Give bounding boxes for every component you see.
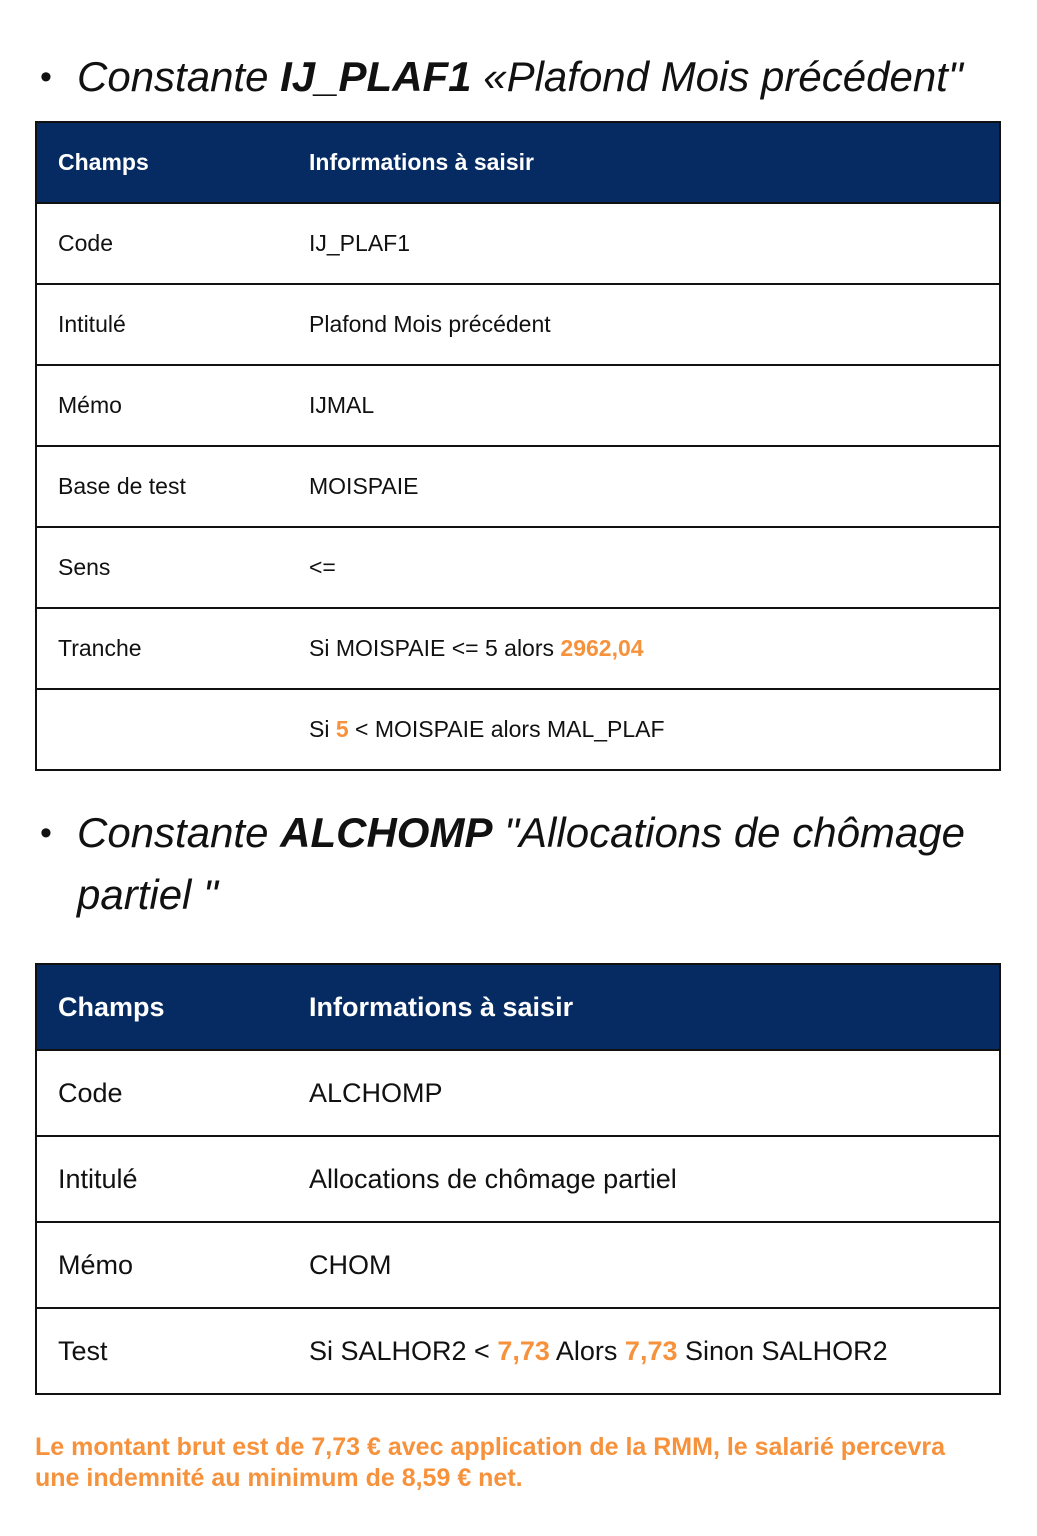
test-text: Alors — [549, 1335, 625, 1366]
table-row — [36, 1136, 1000, 1222]
tranche-text: Si MOISPAIE <= 5 alors — [309, 635, 561, 661]
ij-plaf1-table — [35, 121, 1001, 771]
field-label: Sens — [36, 527, 288, 608]
test-text: Si SALHOR2 < — [309, 1335, 498, 1366]
section-title-ij-plaf1 — [40, 46, 963, 108]
field-label: Test — [36, 1308, 288, 1394]
field-value: IJMAL — [288, 365, 1000, 446]
field-label: Tranche — [36, 608, 288, 689]
field-value: MOISPAIE — [288, 446, 1000, 527]
table-row — [36, 1222, 1000, 1308]
bullet-icon: • — [40, 814, 52, 852]
table-header-row — [36, 964, 1000, 1050]
field-label: Intitulé — [36, 1136, 288, 1222]
tranche-line-2 — [288, 689, 1000, 770]
field-label: Intitulé — [36, 284, 288, 365]
table-row — [36, 689, 1000, 770]
table-row — [36, 284, 1000, 365]
field-value: ALCHOMP — [288, 1050, 1000, 1136]
field-label: Base de test — [36, 446, 288, 527]
bullet-icon: • — [40, 58, 52, 96]
footnote-amount: Le montant brut est de 7,73 € avec application de la RMM, le salarié percevra une indemnité au minimum de 8,59 € net. — [35, 1433, 946, 1492]
title-prefix: Constante — [77, 809, 281, 856]
table-row — [36, 527, 1000, 608]
table-row — [36, 446, 1000, 527]
header-champs: Champs — [36, 122, 288, 203]
alchomp-table — [35, 963, 1001, 1395]
field-value: Allocations de chômage partiel — [288, 1136, 1000, 1222]
header-informations: Informations à saisir — [288, 122, 1000, 203]
field-value: IJ_PLAF1 — [288, 203, 1000, 284]
table-row — [36, 1050, 1000, 1136]
field-label: Code — [36, 1050, 288, 1136]
tranche-text: Si — [309, 716, 336, 742]
table-row — [36, 203, 1000, 284]
tranche-line-1 — [288, 608, 1000, 689]
field-label: Code — [36, 203, 288, 284]
table-row — [36, 1308, 1000, 1394]
tranche-threshold-highlight: 5 — [335, 716, 349, 742]
title-prefix: Constante — [77, 53, 281, 100]
table-row — [36, 608, 1000, 689]
title-suffix: "Allocations de chômage partiel " — [77, 809, 965, 918]
table-row — [36, 365, 1000, 446]
test-value-highlight: 7,73 — [624, 1335, 678, 1366]
tranche-amount-highlight: 2962,04 — [560, 635, 644, 661]
field-value: <= — [288, 527, 1000, 608]
field-value: CHOM — [288, 1222, 1000, 1308]
test-text: Sinon SALHOR2 — [677, 1335, 888, 1366]
title-code: ALCHOMP — [280, 809, 493, 856]
title-suffix: «Plafond Mois précédent" — [471, 53, 963, 100]
section-title-alchomp — [40, 802, 1030, 926]
table-header-row — [36, 122, 1000, 203]
field-label-empty — [36, 689, 288, 770]
tranche-text: < MOISPAIE alors MAL_PLAF — [348, 716, 665, 742]
header-champs: Champs — [36, 964, 288, 1050]
header-informations: Informations à saisir — [288, 964, 1000, 1050]
field-label: Mémo — [36, 1222, 288, 1308]
test-value-highlight: 7,73 — [497, 1335, 550, 1366]
field-label: Mémo — [36, 365, 288, 446]
test-formula — [288, 1308, 1000, 1394]
title-code: IJ_PLAF1 — [280, 53, 472, 100]
field-value: Plafond Mois précédent — [288, 284, 1000, 365]
